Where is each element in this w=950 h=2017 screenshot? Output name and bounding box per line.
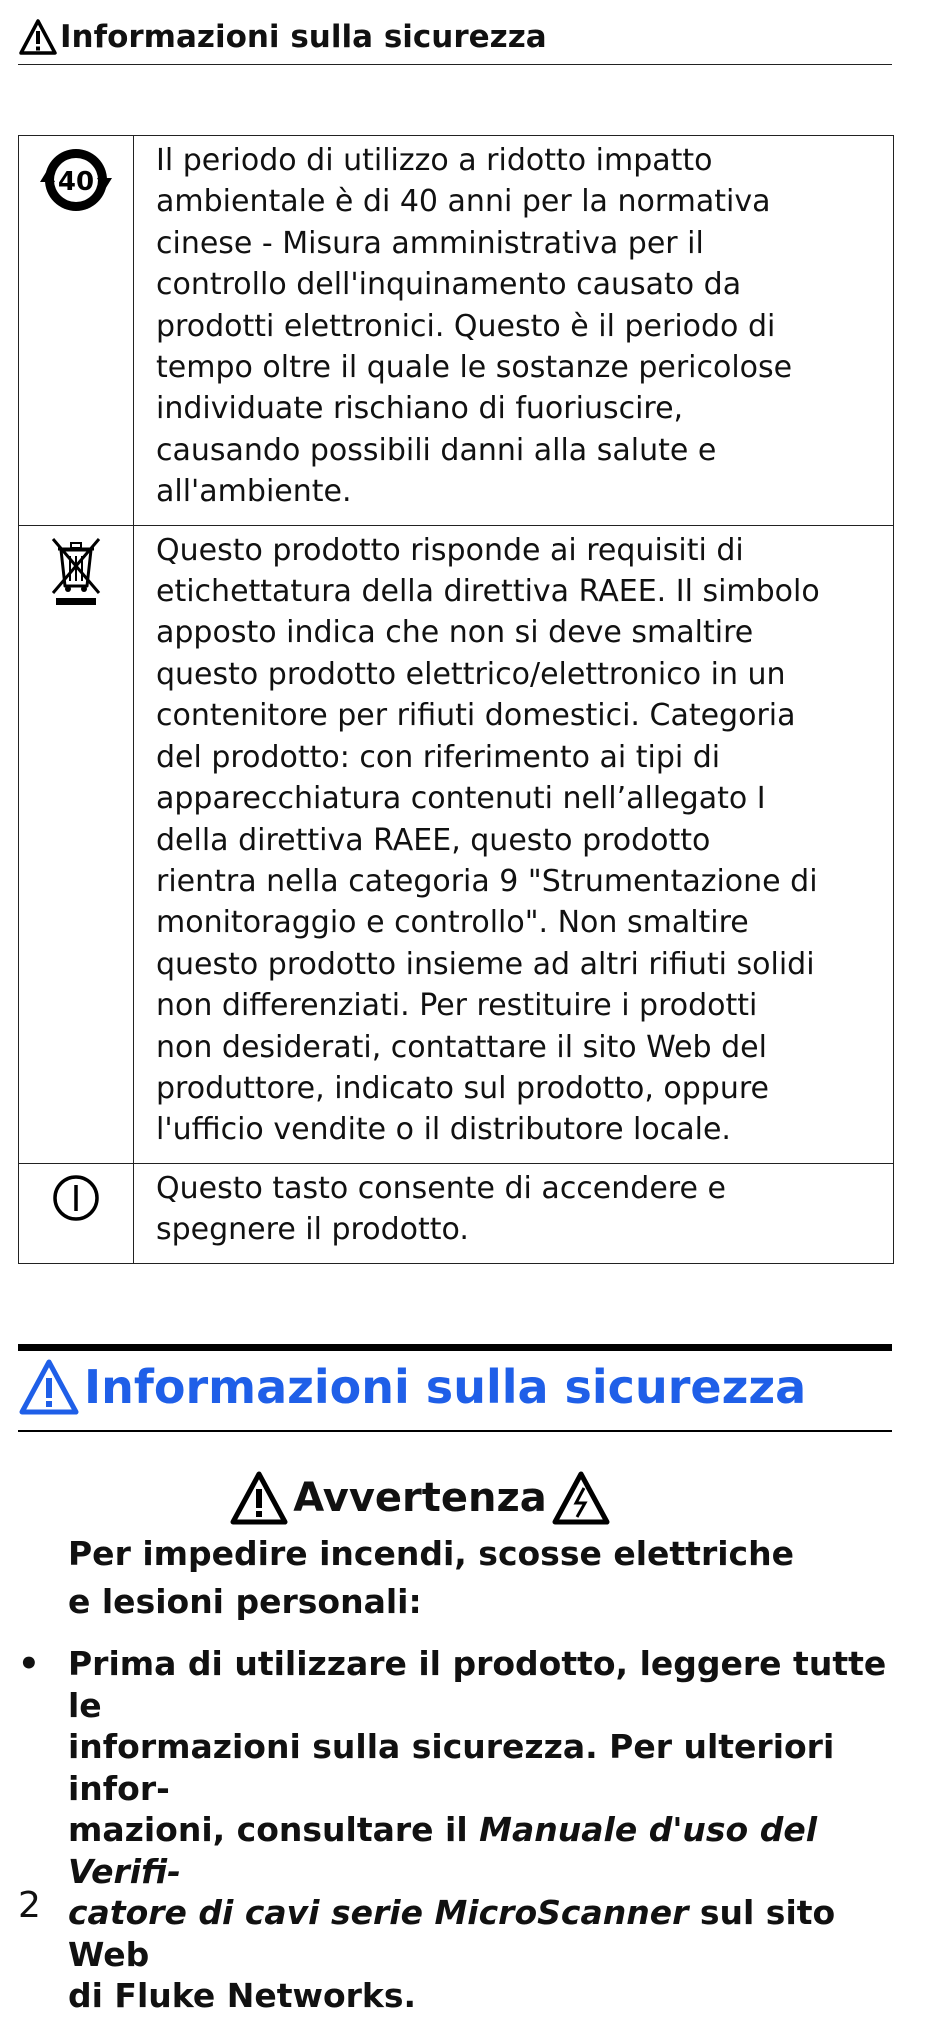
description-line: etichettatura della direttiva RAEE. Il simbolo [156,574,820,610]
description-line: prodotti elettronici. Questo è il periodo di [156,308,776,344]
description-line: controllo dell'inquinamento causato da [156,267,742,303]
manual-title: catore di cavi serie MicroScanner [68,1893,689,1932]
bullet-line: di Fluke Networks. [68,1976,417,2015]
symbol-cell [19,136,134,526]
warning-heading-text: Avvertenza [293,1475,547,1521]
symbol-row-weee [19,525,894,1163]
description-line: monitoraggio e controllo". Non smaltire [156,905,749,941]
description-line: apposto indica che non si deve smaltire [156,615,754,651]
description-line: non differenziati. Per restituire i prodotti [156,988,758,1024]
bullet-marker: • [18,1644,40,1684]
section-title [18,1358,892,1432]
description-line: Il periodo di utilizzo a ridotto impatto [156,143,713,178]
manual-title: Manuale d'uso del Verifi- [68,1810,818,1891]
epup-40-label: 40 [57,167,95,197]
page-number: 2 [18,1885,41,1926]
description-line: cinese - Misura amministrativa per il [156,225,704,261]
description-line: l'ufficio vendite o il distributore locale. [156,1112,731,1148]
description-line: tempo oltre il quale le sostanze pericolose [156,350,793,386]
description-line: Questo prodotto risponde ai requisiti di [156,532,744,568]
section-title-text: Informazioni sulla sicurezza [84,1360,807,1414]
symbols-table [18,135,894,1264]
bullet-line: Prima di utilizzare il prodotto, leggere tutte le [68,1644,887,1725]
description-line: Questo tasto consente di accendere e [156,1170,726,1206]
description-line: produttore, indicato sul prodotto, oppure [156,1070,769,1106]
warning-triangle-icon [18,18,58,56]
bullet-line [68,1809,898,1892]
symbol-description [134,136,894,526]
bullet-text: mazioni, consultare il [68,1810,480,1849]
description-line: del prodotto: con riferimento ai tipi di [156,739,721,775]
power-toggle-icon [50,1170,102,1226]
warning-intro [68,1530,888,1626]
section-rule [18,1344,892,1351]
running-header [18,18,892,65]
description-line: della direttiva RAEE, questo prodotto [156,822,711,858]
warning-heading [0,1470,840,1526]
bullet-line: informazioni sulla sicurezza. Per ulteriori infor- [68,1727,835,1808]
warning-triangle-icon [18,1358,80,1416]
symbol-row-epup [19,136,894,526]
symbol-cell [19,1163,134,1263]
weee-crossed-bin-icon [46,532,106,608]
symbol-description [134,1163,894,1263]
warning-intro-line: e lesioni personali: [68,1582,422,1621]
description-line: individuate rischiano di fuoriuscire, [156,391,684,427]
warning-bullet [68,1643,898,2017]
bullet-line [68,1892,898,1975]
description-line: non desiderati, contattare il sito Web del [156,1029,767,1065]
description-line: contenitore per rifiuti domestici. Categoria [156,698,796,734]
electric-shock-warning-icon [551,1470,611,1526]
running-header-title: Informazioni sulla sicurezza [60,18,547,55]
epup-40-icon [38,142,114,218]
description-line: causando possibili danni alla salute e [156,432,717,468]
description-line: rientra nella categoria 9 "Strumentazione di [156,863,818,899]
description-line: ambientale è di 40 anni per la normativa [156,184,771,220]
symbol-row-power [19,1163,894,1263]
bullet-text: sul sito Web [68,1893,836,1974]
description-line: spegnere il prodotto. [156,1212,469,1248]
warning-triangle-icon [229,1470,289,1526]
warning-intro-line: Per impedire incendi, scosse elettriche [68,1534,794,1573]
description-line: apparecchiatura contenuti nell’allegato I [156,781,766,817]
description-line: questo prodotto insieme ad altri rifiuti solidi [156,946,815,982]
description-line: questo prodotto elettrico/elettronico in un [156,656,786,692]
symbol-cell [19,525,134,1163]
description-line: all'ambiente. [156,474,352,510]
symbol-description [134,525,894,1163]
